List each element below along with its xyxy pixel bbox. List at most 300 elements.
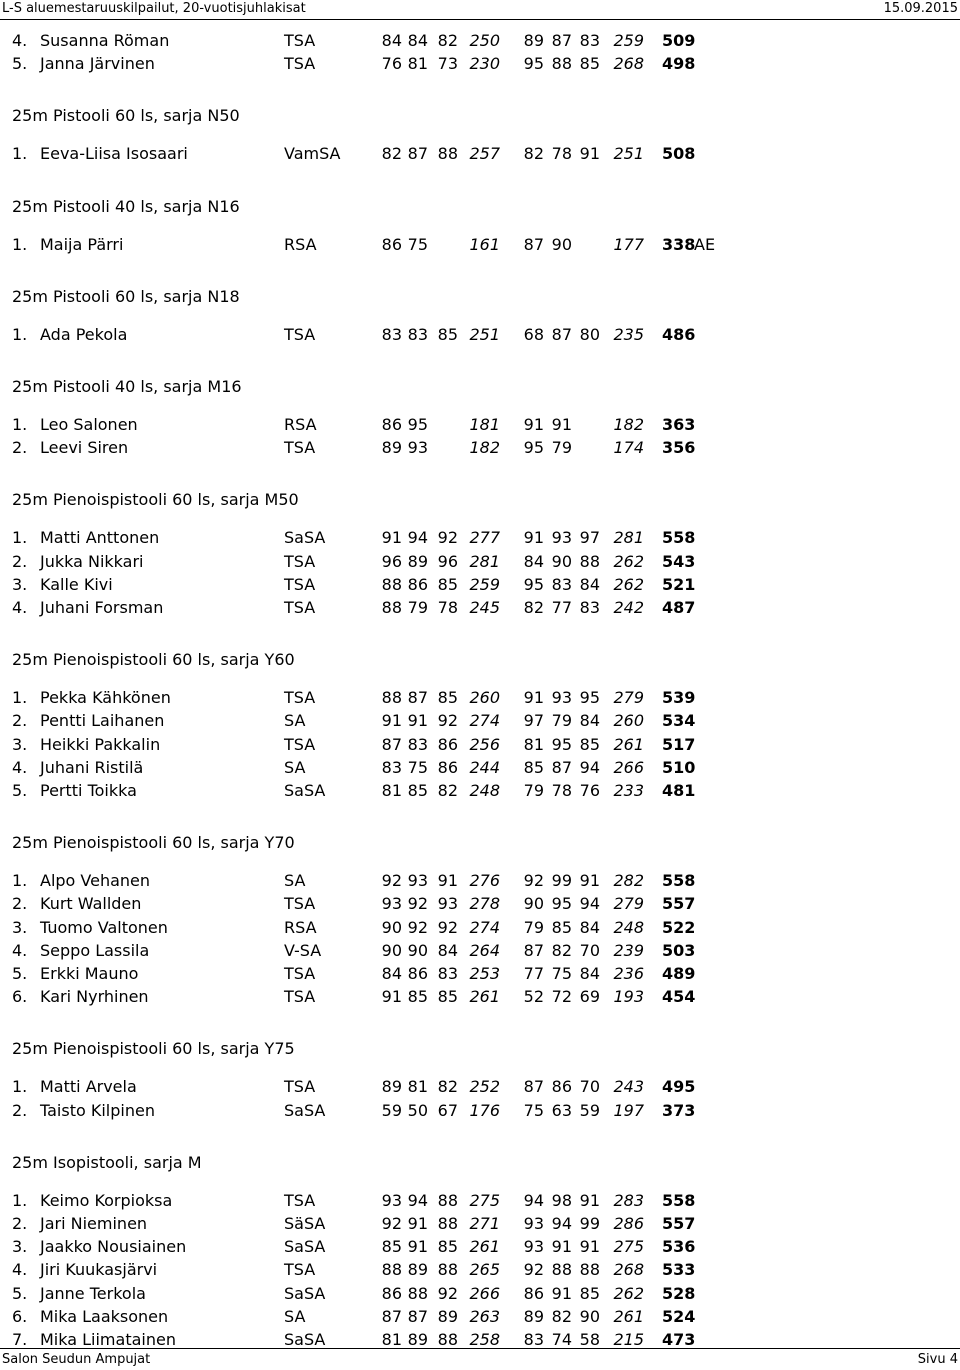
series-score: 79 (407, 598, 428, 617)
series-score: 82 (437, 781, 458, 800)
rank: 6. (12, 1306, 28, 1326)
subtotal: 176 (469, 1100, 500, 1120)
shooter-name: Tuomo Valtonen (40, 917, 168, 937)
subtotal: 261 (469, 1237, 500, 1257)
subtotal: 181 (469, 415, 500, 434)
rank: 1. (12, 144, 28, 164)
shooter-name: Jukka Nikkari (40, 551, 144, 571)
series-score: 87 (551, 324, 572, 344)
rank: 3. (12, 574, 28, 594)
subtotal: 274 (469, 711, 500, 731)
series-score: 79 (523, 917, 544, 937)
result-row (0, 1100, 960, 1122)
series-score: 83 (381, 757, 402, 777)
series-score: 85 (381, 1237, 402, 1257)
series-score: 87 (381, 734, 402, 754)
result-row (0, 1306, 960, 1328)
subtotal: 261 (469, 987, 500, 1007)
series-score: 92 (407, 894, 428, 914)
series-score: 91 (407, 1214, 428, 1233)
subtotal: 248 (613, 917, 644, 937)
shooter-name: Jari Nieminen (40, 1214, 148, 1233)
subtotal: 263 (469, 1306, 500, 1326)
series-score: 95 (523, 438, 544, 458)
section-title: 25m Pistooli 40 ls, sarja N16 (12, 196, 240, 216)
result-row (0, 324, 960, 346)
subtotal: 265 (469, 1260, 500, 1280)
total-score: 509 (662, 31, 696, 50)
club: TSA (284, 324, 316, 344)
rank: 4. (12, 1260, 28, 1280)
shooter-name: Juhani Ristilä (40, 757, 144, 777)
rank: 5. (12, 1283, 28, 1303)
shooter-name: Pekka Kähkönen (40, 688, 171, 708)
series-score: 91 (579, 871, 600, 891)
club: TSA (284, 551, 316, 571)
document-title: L-S aluemestaruuskilpailut, 20-vuotisjuhlakisat (2, 1, 306, 16)
club: TSA (284, 987, 316, 1007)
subtotal: 177 (613, 234, 644, 254)
club: TSA (284, 688, 316, 708)
series-score: 76 (381, 54, 402, 74)
series-score: 85 (579, 734, 600, 754)
rank: 3. (12, 734, 28, 754)
series-score: 90 (523, 894, 544, 914)
series-score: 84 (579, 711, 600, 731)
rank: 4. (12, 31, 28, 50)
subtotal: 193 (613, 987, 644, 1007)
subtotal: 264 (469, 940, 500, 960)
series-score: 89 (381, 438, 402, 458)
club: SaSA (284, 1283, 326, 1303)
series-score: 85 (523, 757, 544, 777)
series-score: 93 (551, 688, 572, 708)
series-score: 85 (437, 1237, 458, 1257)
subtotal: 252 (469, 1077, 500, 1097)
series-score: 85 (437, 688, 458, 708)
subtotal: 278 (469, 894, 500, 914)
club: TSA (284, 1260, 316, 1280)
series-score: 85 (579, 1283, 600, 1303)
series-score: 87 (523, 940, 544, 960)
rank: 1. (12, 871, 28, 891)
series-score: 94 (551, 1214, 572, 1233)
series-score: 52 (523, 987, 544, 1007)
rank: 2. (12, 711, 28, 731)
shooter-name: Erkki Mauno (40, 964, 139, 983)
subtotal: 282 (613, 871, 644, 891)
rank: 4. (12, 940, 28, 960)
rank: 2. (12, 438, 28, 458)
series-score: 88 (579, 551, 600, 571)
rank: 2. (12, 1214, 28, 1233)
club: SA (284, 1306, 306, 1326)
series-score: 88 (551, 54, 572, 74)
subtotal: 182 (469, 438, 500, 458)
subtotal: 253 (469, 964, 500, 983)
section-title: 25m Pistooli 40 ls, sarja M16 (12, 377, 242, 396)
result-row (0, 1213, 960, 1235)
series-score: 88 (437, 1260, 458, 1280)
series-score: 87 (551, 757, 572, 777)
total-score: 487 (662, 598, 696, 617)
subtotal: 256 (469, 734, 500, 754)
club: V-SA (284, 940, 322, 960)
shooter-name: Keimo Korpioksa (40, 1190, 173, 1210)
total-score: 486 (662, 324, 696, 344)
club: TSA (284, 734, 316, 754)
series-score: 91 (579, 1237, 600, 1257)
total-score: 533 (662, 1260, 696, 1280)
series-score: 77 (551, 598, 572, 617)
subtotal: 262 (613, 1283, 644, 1303)
subtotal: 260 (613, 711, 644, 731)
shooter-name: Leevi Siren (40, 438, 129, 458)
rank: 1. (12, 1190, 28, 1210)
series-score: 93 (381, 894, 402, 914)
series-score: 96 (381, 551, 402, 571)
subtotal: 283 (613, 1190, 644, 1210)
series-score: 91 (523, 415, 544, 434)
rank: 5. (12, 781, 28, 800)
subtotal: 258 (469, 1330, 500, 1349)
series-score: 89 (381, 1077, 402, 1097)
club: RSA (284, 234, 317, 254)
series-score: 86 (381, 1283, 402, 1303)
subtotal: 279 (613, 688, 644, 708)
series-score: 88 (437, 1330, 458, 1349)
shooter-name: Janne Terkola (40, 1283, 146, 1303)
series-score: 81 (381, 781, 402, 800)
series-score: 83 (437, 964, 458, 983)
series-score: 77 (523, 964, 544, 983)
club: SaSA (284, 1100, 326, 1120)
subtotal: 262 (613, 551, 644, 571)
result-row (0, 1259, 960, 1281)
series-score: 91 (579, 144, 600, 164)
series-score: 92 (523, 1260, 544, 1280)
series-score: 82 (381, 144, 402, 164)
series-score: 82 (437, 31, 458, 50)
series-score: 82 (437, 1077, 458, 1097)
rank: 3. (12, 1237, 28, 1257)
series-score: 84 (523, 551, 544, 571)
series-score: 85 (437, 324, 458, 344)
result-row (0, 687, 960, 709)
series-score: 90 (551, 234, 572, 254)
shooter-name: Matti Arvela (40, 1077, 137, 1097)
rank: 1. (12, 415, 28, 434)
series-score: 59 (381, 1100, 402, 1120)
series-score: 86 (437, 734, 458, 754)
shooter-name: Ada Pekola (40, 324, 128, 344)
subtotal: 276 (469, 871, 500, 891)
series-score: 96 (437, 551, 458, 571)
series-score: 75 (523, 1100, 544, 1120)
series-score: 86 (551, 1077, 572, 1097)
series-score: 81 (523, 734, 544, 754)
series-score: 91 (407, 1237, 428, 1257)
series-score: 75 (551, 964, 572, 983)
series-score: 89 (523, 1306, 544, 1326)
total-score: 558 (662, 871, 696, 891)
series-score: 75 (407, 234, 428, 254)
series-score: 70 (579, 1077, 600, 1097)
section-title: 25m Pienoispistooli 60 ls, sarja Y70 (12, 833, 295, 853)
subtotal: 259 (613, 31, 644, 50)
series-score: 84 (437, 940, 458, 960)
rank: 4. (12, 757, 28, 777)
series-score: 86 (381, 234, 402, 254)
subtotal: 197 (613, 1100, 644, 1120)
subtotal: 257 (469, 144, 500, 164)
shooter-name: Pentti Laihanen (40, 711, 165, 731)
total-score: 498 (662, 54, 696, 74)
rank: 4. (12, 598, 28, 617)
subtotal: 271 (469, 1214, 500, 1233)
series-score: 95 (579, 688, 600, 708)
subtotal: 275 (613, 1237, 644, 1257)
series-score: 84 (381, 964, 402, 983)
series-score: 85 (407, 781, 428, 800)
series-score: 90 (551, 551, 572, 571)
club: VamSA (284, 144, 341, 164)
section-title: 25m Pistooli 60 ls, sarja N50 (12, 106, 240, 126)
series-score: 82 (551, 940, 572, 960)
note: AE (694, 234, 716, 254)
rank: 5. (12, 964, 28, 983)
result-row (0, 527, 960, 549)
result-row (0, 870, 960, 892)
subtotal: 274 (469, 917, 500, 937)
subtotal: 215 (613, 1330, 644, 1349)
series-score: 75 (407, 757, 428, 777)
series-score: 89 (407, 1330, 428, 1349)
series-score: 95 (523, 54, 544, 74)
organizer-name: Salon Seudun Ampujat (2, 1352, 151, 1367)
subtotal: 281 (469, 551, 500, 571)
result-row (0, 1283, 960, 1305)
club: TSA (284, 598, 316, 617)
result-row (0, 940, 960, 962)
shooter-name: Matti Anttonen (40, 528, 160, 548)
series-score: 81 (407, 54, 428, 74)
club: SA (284, 757, 306, 777)
result-row (0, 574, 960, 596)
series-score: 89 (407, 1260, 428, 1280)
series-score: 94 (523, 1190, 544, 1210)
series-score: 87 (523, 1077, 544, 1097)
subtotal: 182 (613, 415, 644, 434)
series-score: 87 (523, 234, 544, 254)
subtotal: 233 (613, 781, 644, 800)
series-score: 85 (437, 574, 458, 594)
subtotal: 244 (469, 757, 500, 777)
series-score: 88 (437, 1190, 458, 1210)
subtotal: 279 (613, 894, 644, 914)
series-score: 79 (523, 781, 544, 800)
series-score: 81 (381, 1330, 402, 1349)
subtotal: 245 (469, 598, 500, 617)
subtotal: 250 (469, 31, 500, 50)
total-score: 495 (662, 1077, 696, 1097)
club: SaSA (284, 1237, 326, 1257)
club: SaSA (284, 528, 326, 548)
result-row (0, 234, 960, 256)
subtotal: 266 (469, 1283, 500, 1303)
series-score: 97 (523, 711, 544, 731)
total-score: 510 (662, 757, 696, 777)
series-score: 88 (381, 1260, 402, 1280)
subtotal: 251 (469, 324, 500, 344)
rank: 2. (12, 1100, 28, 1120)
subtotal: 235 (613, 324, 644, 344)
subtotal: 251 (613, 144, 644, 164)
subtotal: 268 (613, 1260, 644, 1280)
shooter-name: Maija Pärri (40, 234, 124, 254)
result-row (0, 143, 960, 165)
series-score: 88 (437, 1214, 458, 1233)
result-row (0, 1236, 960, 1258)
document-date: 15.09.2015 (883, 1, 958, 16)
series-score: 79 (551, 438, 572, 458)
series-score: 59 (579, 1100, 600, 1120)
series-score: 99 (579, 1214, 600, 1233)
rank: 2. (12, 894, 28, 914)
series-score: 84 (381, 31, 402, 50)
series-score: 88 (381, 598, 402, 617)
total-score: 503 (662, 940, 696, 960)
series-score: 91 (437, 871, 458, 891)
section-title: 25m Pistooli 60 ls, sarja N18 (12, 286, 240, 306)
section-title: 25m Pienoispistooli 60 ls, sarja Y60 (12, 650, 295, 670)
series-score: 86 (523, 1283, 544, 1303)
total-score: 481 (662, 781, 696, 800)
series-score: 94 (579, 757, 600, 777)
total-score: 536 (662, 1237, 696, 1257)
series-score: 84 (407, 31, 428, 50)
total-score: 517 (662, 734, 696, 754)
result-row (0, 710, 960, 732)
series-score: 50 (407, 1100, 428, 1120)
subtotal: 161 (469, 234, 500, 254)
club: TSA (284, 438, 316, 458)
shooter-name: Susanna Röman (40, 31, 170, 50)
series-score: 82 (551, 1306, 572, 1326)
series-score: 91 (381, 528, 402, 548)
series-score: 89 (523, 31, 544, 50)
subtotal: 174 (613, 438, 644, 458)
series-score: 88 (551, 1260, 572, 1280)
series-score: 90 (381, 940, 402, 960)
rank: 1. (12, 688, 28, 708)
series-score: 84 (579, 964, 600, 983)
series-score: 91 (407, 711, 428, 731)
series-score: 85 (407, 987, 428, 1007)
series-score: 92 (523, 871, 544, 891)
shooter-name: Mika Laaksonen (40, 1306, 169, 1326)
series-score: 87 (551, 31, 572, 50)
shooter-name: Jiri Kuukasjärvi (40, 1260, 158, 1280)
shooter-name: Alpo Vehanen (40, 871, 151, 891)
club: RSA (284, 917, 317, 937)
rank: 2. (12, 551, 28, 571)
series-score: 92 (437, 1283, 458, 1303)
subtotal: 236 (613, 964, 644, 983)
club: TSA (284, 1077, 316, 1097)
total-score: 543 (662, 551, 696, 571)
series-score: 93 (407, 871, 428, 891)
rank: 6. (12, 987, 28, 1007)
subtotal: 260 (469, 688, 500, 708)
section-title: 25m Pienoispistooli 60 ls, sarja Y75 (12, 1039, 295, 1059)
series-score: 78 (437, 598, 458, 617)
shooter-name: Jaakko Nousiainen (40, 1237, 187, 1257)
page-number: Sivu 4 (917, 1352, 958, 1367)
series-score: 97 (579, 528, 600, 548)
series-score: 91 (381, 711, 402, 731)
result-row (0, 734, 960, 756)
series-score: 84 (579, 574, 600, 594)
club: TSA (284, 31, 316, 50)
series-score: 88 (381, 688, 402, 708)
shooter-name: Kalle Kivi (40, 574, 113, 594)
series-score: 83 (551, 574, 572, 594)
rank: 1. (12, 234, 28, 254)
series-score: 94 (579, 894, 600, 914)
club: TSA (284, 1190, 316, 1210)
series-score: 70 (579, 940, 600, 960)
total-score: 558 (662, 1190, 696, 1210)
subtotal: 259 (469, 574, 500, 594)
series-score: 81 (407, 1077, 428, 1097)
series-score: 91 (523, 528, 544, 548)
series-score: 94 (407, 1190, 428, 1210)
series-score: 83 (407, 324, 428, 344)
subtotal: 261 (613, 734, 644, 754)
rank: 1. (12, 528, 28, 548)
total-score: 363 (662, 415, 696, 434)
series-score: 91 (579, 1190, 600, 1210)
series-score: 82 (523, 598, 544, 617)
series-score: 89 (407, 551, 428, 571)
total-score: 528 (662, 1283, 696, 1303)
series-score: 87 (407, 1306, 428, 1326)
series-score: 88 (579, 1260, 600, 1280)
subtotal: 262 (613, 574, 644, 594)
club: SA (284, 711, 306, 731)
series-score: 68 (523, 324, 544, 344)
total-score: 356 (662, 438, 696, 458)
series-score: 90 (579, 1306, 600, 1326)
series-score: 93 (523, 1237, 544, 1257)
total-score: 534 (662, 711, 696, 731)
footer-divider (0, 1348, 960, 1349)
series-score: 82 (523, 144, 544, 164)
series-score: 85 (437, 987, 458, 1007)
result-row (0, 1190, 960, 1212)
shooter-name: Eeva-Liisa Isosaari (40, 144, 188, 164)
rank: 3. (12, 917, 28, 937)
subtotal: 268 (613, 54, 644, 74)
series-score: 99 (551, 871, 572, 891)
subtotal: 243 (613, 1077, 644, 1097)
subtotal: 242 (613, 598, 644, 617)
result-row (0, 757, 960, 779)
series-score: 94 (407, 528, 428, 548)
total-score: 557 (662, 894, 696, 914)
series-score: 91 (523, 688, 544, 708)
